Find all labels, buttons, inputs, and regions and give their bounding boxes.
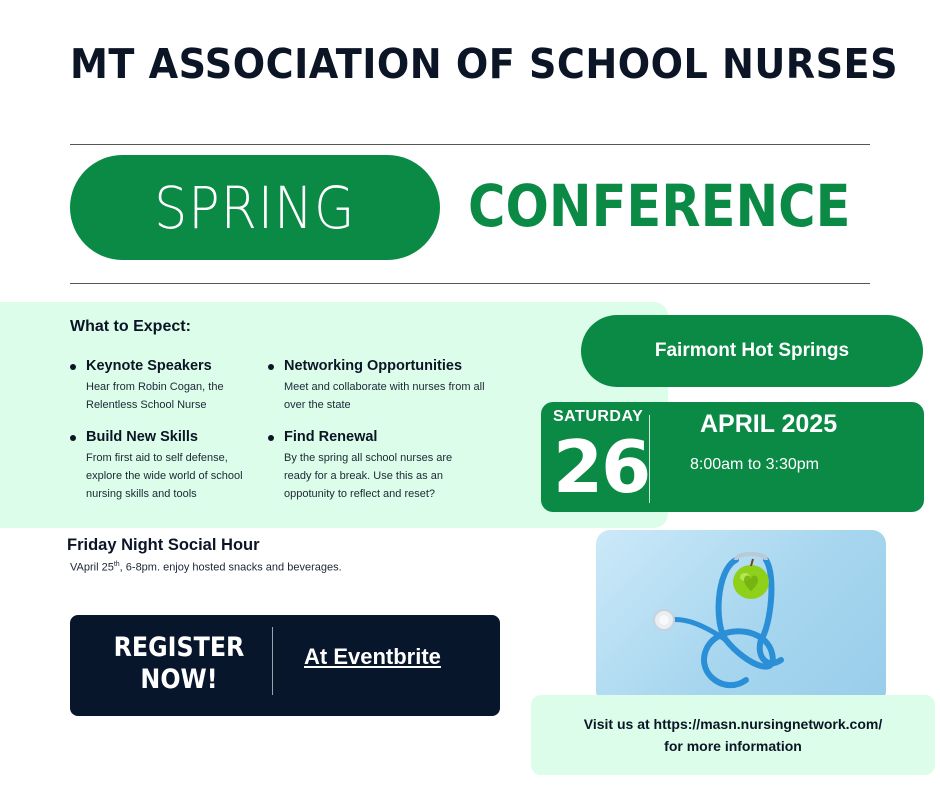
organization-title: MT ASSOCIATION OF SCHOOL NURSES	[70, 40, 899, 88]
expect-item-text: By the spring all school nurses are ready for a break. Use this as an oppotunity to reflect and reset?	[284, 452, 453, 500]
eventbrite-link[interactable]: At Eventbrite	[304, 644, 441, 669]
event-month-year: APRIL 2025	[700, 410, 838, 438]
social-date-suffix: th	[113, 561, 120, 568]
expect-item-heading: Networking Opportunities	[284, 358, 463, 374]
top-divider	[70, 144, 870, 145]
bullet-icon	[268, 364, 274, 370]
social-hour-description	[70, 561, 342, 574]
event-time: 8:00am to 3:30pm	[690, 456, 819, 473]
bullet-icon	[268, 435, 274, 441]
bullet-icon	[70, 364, 76, 370]
visit-text	[531, 713, 935, 757]
bullet-icon	[70, 435, 76, 441]
expect-item-text: From first aid to self defense, explore the wide world of school nursing skills and tools	[86, 452, 243, 500]
register-divider	[272, 627, 273, 695]
stethoscope-apple-photo	[596, 530, 886, 705]
expect-item-heading: Find Renewal	[284, 429, 378, 445]
social-details: , 6-8pm. enjoy hosted snacks and beverages.	[119, 561, 342, 574]
expect-item-heading: Keynote Speakers	[86, 358, 212, 374]
register-now-label[interactable]	[109, 632, 248, 696]
spring-label: SPRING	[154, 173, 356, 242]
bottom-divider	[70, 283, 870, 284]
visit-url-line[interactable]: Visit us at https://masn.nursingnetwork.com/	[583, 716, 883, 732]
event-day: 26	[553, 425, 650, 509]
event-weekday: SATURDAY	[553, 408, 644, 425]
stethoscope-apple-icon	[596, 530, 886, 705]
expect-item-text: Hear from Robin Cogan, the Relentless School Nurse	[86, 381, 224, 411]
date-divider	[649, 415, 650, 503]
now-line: NOW!	[140, 664, 218, 695]
expect-item-heading: Build New Skills	[86, 429, 198, 445]
expect-item-keynote	[70, 358, 250, 414]
expect-item-networking	[268, 358, 498, 414]
venue-name: Fairmont Hot Springs	[654, 340, 850, 361]
conference-label: CONFERENCE	[468, 172, 851, 240]
venue-pill	[581, 315, 923, 387]
social-date: VApril 25	[70, 561, 114, 574]
spring-pill	[70, 155, 440, 260]
social-hour-title: Friday Night Social Hour	[67, 536, 260, 554]
visit-info-line: for more information	[664, 738, 802, 754]
expect-item-renewal	[268, 429, 468, 503]
expect-item-skills	[70, 429, 260, 503]
expect-item-text: Meet and collaborate with nurses from all over the state	[284, 381, 485, 411]
register-line: REGISTER	[113, 632, 245, 663]
what-to-expect-title: What to Expect:	[70, 318, 191, 335]
